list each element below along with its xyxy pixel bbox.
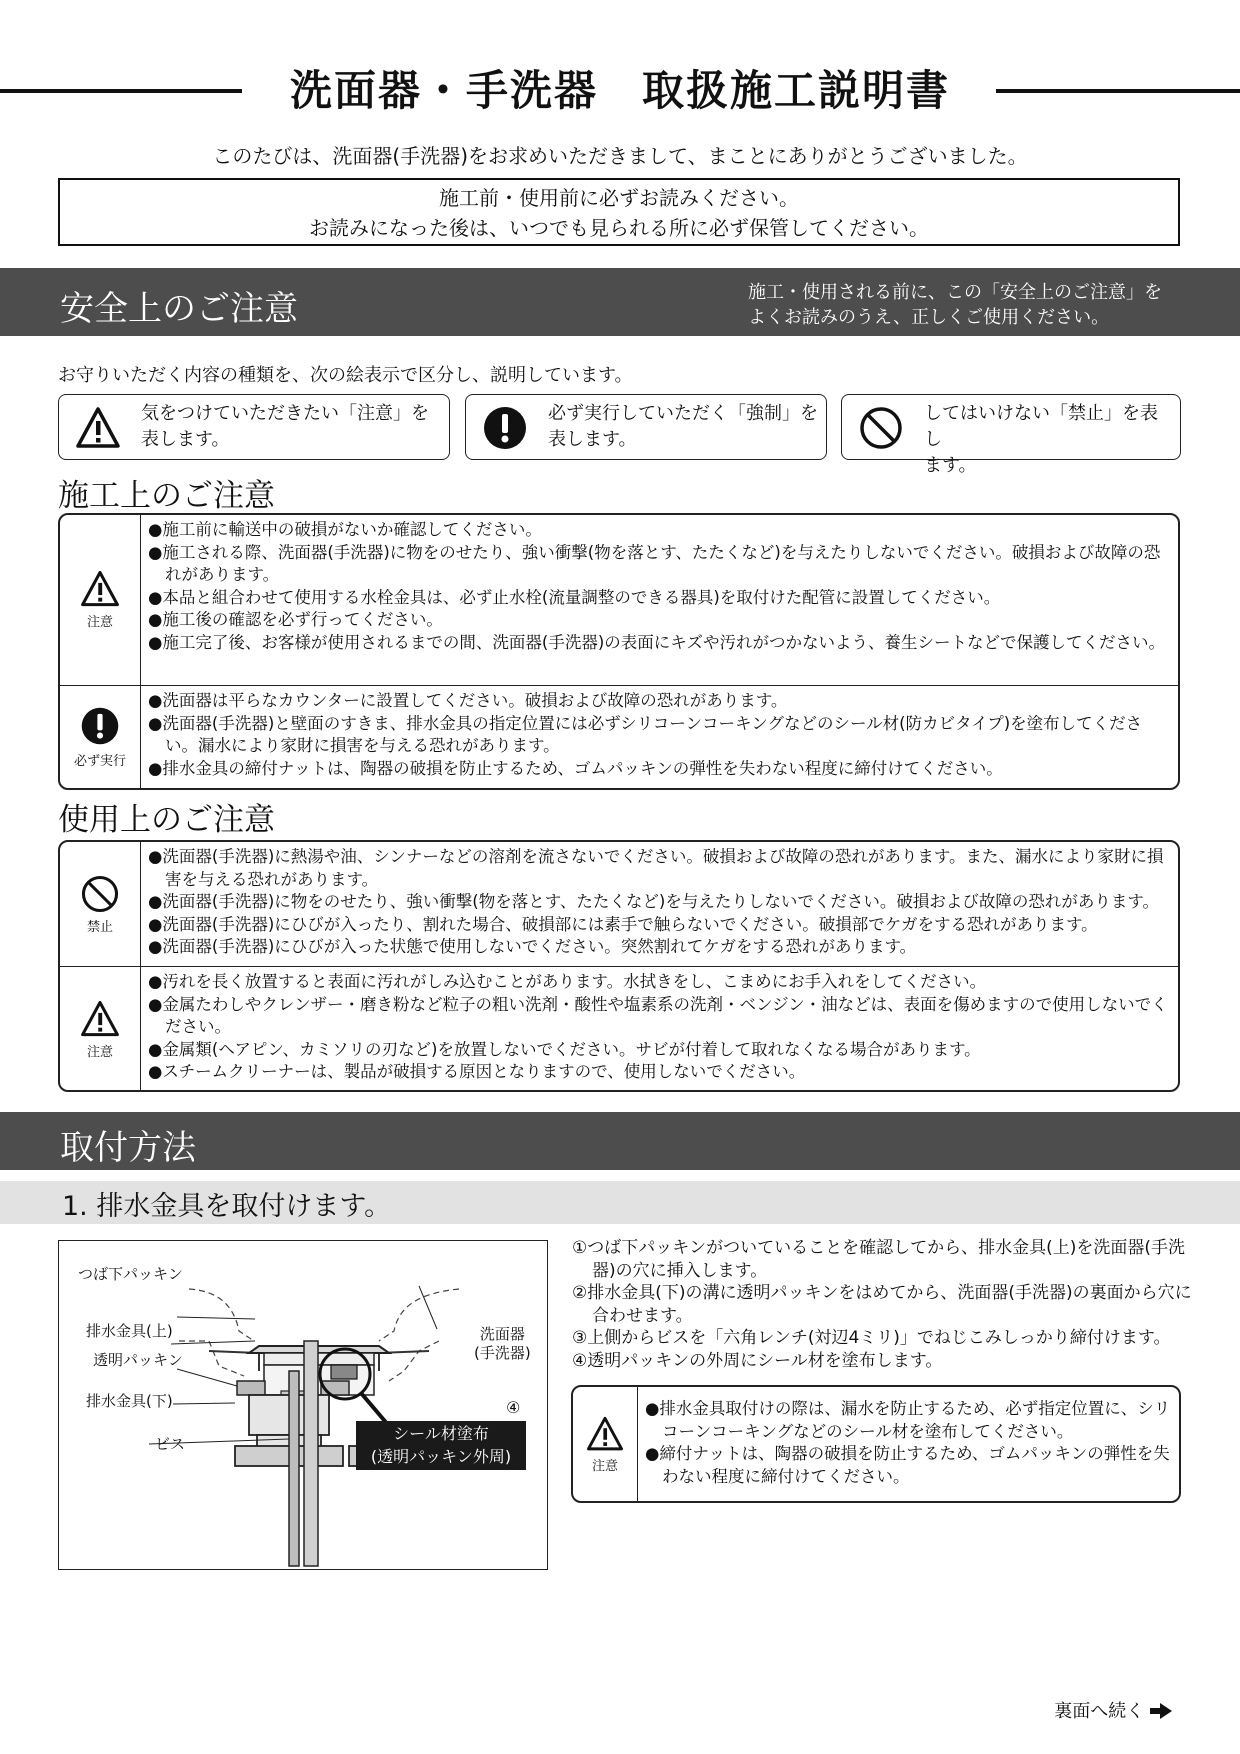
read-notice-line-1: 施工前・使用前に必ずお読みください。: [439, 186, 799, 210]
list-item: ●洗面器(手洗器)に物をのせたり、強い衝撃(物を落とす、たたくなど)を与えたりしないでください。破損および故障の恐れがあります。: [148, 892, 1160, 912]
label-basin: [474, 1325, 531, 1363]
construction-caution-label: 注意: [86, 615, 113, 630]
sealant-label-line-2: (透明パッキン外周): [370, 1447, 512, 1466]
usage-heading: 使用上のご注意: [58, 802, 275, 838]
list-item: ●排水金具の締付ナットは、陶器の破損を防止するため、ゴムパッキンの弾性を失わない程度に締付けてください。: [148, 758, 1003, 778]
label-screw: ビス: [155, 1435, 186, 1453]
legend-warning: [58, 394, 450, 460]
continue-note: [1054, 1697, 1172, 1723]
legend-warning-line-1: 気をつけていただきたい「注意」を: [141, 403, 429, 424]
install-steps: [572, 1237, 1192, 1373]
label-clear-packing: 透明パッキン: [93, 1351, 183, 1369]
step1-bar: [0, 1181, 1240, 1224]
list-item: ●金属類(ヘアピン、カミソリの刃など)を放置しないでください。サビが付着して取れなくなる場合があります。: [148, 1039, 981, 1059]
list-item: ●汚れを長く放置すると表面に汚れがしみ込むことがあります。水拭きをし、こまめにお手入れをしてください。: [148, 972, 987, 991]
list-item: ③上側からビスを「六角レンチ(対辺4ミリ)」でねじこみしっかり締付けます。: [572, 1328, 1171, 1349]
list-item: ●洗面器(手洗器)にひびが入ったり、割れた場合、破損部には素手で触らないでください。破損部でケガをする恐れがあります。: [148, 914, 1098, 934]
safety-note: [748, 280, 1162, 330]
list-item: ●施工前に輸送中の破損がないか確認してください。: [148, 520, 542, 539]
legend-prohibition-line-1: してはいけない「禁止」を表し: [924, 403, 1158, 450]
warning-icon: [80, 999, 120, 1039]
construction-mandatory-label: 必ず実行: [73, 754, 126, 769]
usage-caution-icon-cell: [60, 967, 141, 1091]
construction-mandatory-icon-cell: [60, 686, 141, 790]
read-notice-line-2: お読みになった後は、いつでも見られる所に必ず保管してください。: [309, 216, 929, 240]
list-item: ●締付ナットは、陶器の破損を防止するため、ゴムパッキンの弾性を失わない程度に締付けてください。: [645, 1444, 1170, 1486]
legend-warning-line-2: 表します。: [141, 429, 230, 450]
safety-note-line-1: 施工・使用される前に、この「安全上のご注意」を: [748, 282, 1162, 303]
continue-text: 裏面へ続く: [1054, 1701, 1145, 1722]
step1-title: 1. 排水金具を取付けます。: [62, 1191, 392, 1222]
construction-mandatory-items: [148, 690, 1168, 780]
usage-caution-table: [58, 840, 1180, 1092]
warning-icon: [75, 405, 121, 451]
construction-mandatory-row: [60, 685, 1178, 790]
usage-prohibit-icon-cell: [60, 842, 141, 966]
legend-mandatory-line-1: 必ず実行していただく「強制」を: [548, 403, 818, 424]
list-item: ●洗面器は平らなカウンターに設置してください。破損および故障の恐れがあります。: [148, 691, 788, 710]
mandatory-icon: [482, 405, 528, 451]
arrow-right-icon: [1150, 1703, 1172, 1719]
label-basin-line-2: (手洗器): [474, 1344, 531, 1362]
list-item: ●洗面器(手洗器)に熱湯や油、シンナーなどの溶剤を流さないでください。破損および故障の恐れがあります。また、漏水により家財に損害を与える恐れがあります。: [148, 847, 1164, 889]
usage-prohibit-row: [60, 842, 1178, 966]
list-item: ①つば下パッキンがついていることを確認してから、排水金具(上)を洗面器(手洗器)の穴に挿入します。: [572, 1238, 1185, 1281]
list-item: ●スチームクリーナーは、製品が破損する原因となりますので、使用しないでください。: [148, 1062, 806, 1082]
list-item: ●洗面器(手洗器)にひびが入った状態で使用しないでください。突然割れてケガをする恐れがあります。: [148, 937, 917, 957]
legend-mandatory-line-2: 表します。: [548, 429, 637, 450]
install-caution-icon-cell: [573, 1387, 638, 1501]
list-item: ●施工後の確認を必ず行ってください。: [148, 610, 443, 630]
label-flange-packing: つば下パッキン: [78, 1265, 183, 1283]
title-rule-right: [996, 89, 1240, 93]
label-drain-upper: 排水金具(上): [86, 1322, 173, 1340]
construction-caution-table: [58, 513, 1180, 790]
label-basin-line-1: 洗面器: [479, 1325, 525, 1343]
legend-prohibition: [841, 394, 1181, 476]
usage-prohibit-label: 禁止: [86, 920, 113, 935]
construction-caution-row: [60, 515, 1178, 685]
install-heading: 取付方法: [60, 1128, 196, 1168]
legend-mandatory-text: [548, 401, 818, 453]
prohibition-icon: [858, 405, 904, 451]
install-caution-items: [645, 1398, 1171, 1488]
safety-intro: お守りいただく内容の種類を、次の絵表示で区分し、説明しています。: [58, 365, 633, 386]
label-drain-lower: 排水金具(下): [86, 1392, 173, 1410]
mandatory-icon: [80, 706, 120, 746]
install-header-bar: [0, 1112, 1240, 1170]
legend-mandatory: [465, 394, 827, 460]
read-notice-box: [58, 178, 1180, 246]
sealant-label: [356, 1421, 526, 1470]
list-item: ②排水金具(下)の溝に透明パッキンをはめてから、洗面器(手洗器)の裏面から穴に合わせます。: [572, 1283, 1192, 1326]
safety-note-line-2: よくお読みのうえ、正しくご使用ください。: [748, 307, 1110, 328]
prohibition-icon: [80, 874, 120, 914]
page-title: 洗面器・手洗器 取扱施工説明書: [289, 66, 950, 115]
construction-heading: 施工上のご注意: [58, 478, 275, 514]
list-item: ●施工完了後、お客様が使用されるまでの間、洗面器(手洗器)の表面にキズや汚れがつかないよう、養生シートなどで保護してください。: [148, 632, 1165, 652]
list-item: ●洗面器(手洗器)と壁面のすきま、排水金具の指定位置には必ずシリコーンコーキングなどのシール材(防カビタイプ)を塗布してください。漏水により家財に損害を与える恐れがあります。: [148, 713, 1143, 756]
list-item: ●金属たわしやクレンザー・磨き粉など粒子の粗い洗剤・酸性や塩素系の洗剤・ベンジン・油などは、表面を傷めますので使用しないでください。: [148, 994, 1168, 1037]
construction-caution-items: [148, 519, 1168, 655]
construction-caution-icon-cell: [60, 515, 141, 685]
safety-heading: 安全上のご注意: [60, 289, 298, 329]
install-caution-box: [571, 1385, 1181, 1503]
legend-prohibition-line-2: ます。: [924, 455, 977, 476]
usage-caution-row: [60, 966, 1178, 1091]
list-item: ●排水金具取付けの際は、漏水を防止するため、必ず指定位置に、シリコーンコーキングなどのシール材を塗布してください。: [645, 1399, 1171, 1441]
marker-4: ④: [506, 1398, 521, 1417]
list-item: ●本品と組合わせて使用する水栓金具は、必ず止水栓(流量調整のできる器具)を取付けた配管に設置してください。: [148, 587, 1001, 607]
install-caution-label: 注意: [591, 1459, 618, 1474]
list-item: ●施工される際、洗面器(手洗器)に物をのせたり、強い衝撃(物を落とす、たたくなど)を与えたりしないでください。破損および故障の恐れがあります。: [148, 542, 1161, 585]
thanks-message: このたびは、洗面器(手洗器)をお求めいただきまして、まことにありがとうございました。: [212, 144, 1028, 168]
safety-header-bar: [0, 268, 1240, 336]
usage-prohibit-items: [148, 846, 1168, 959]
warning-icon: [80, 569, 120, 609]
list-item: ④透明パッキンの外周にシール材を塗布します。: [572, 1350, 943, 1371]
legend-prohibition-text: [924, 401, 1172, 479]
title-rule-left: [0, 89, 242, 93]
warning-icon: [586, 1415, 624, 1453]
usage-caution-label: 注意: [86, 1045, 113, 1060]
sealant-label-line-1: シール材塗布: [393, 1424, 489, 1443]
legend-warning-text: [141, 401, 441, 453]
drain-fitting-figure: [58, 1240, 548, 1570]
usage-caution-items: [148, 971, 1168, 1084]
